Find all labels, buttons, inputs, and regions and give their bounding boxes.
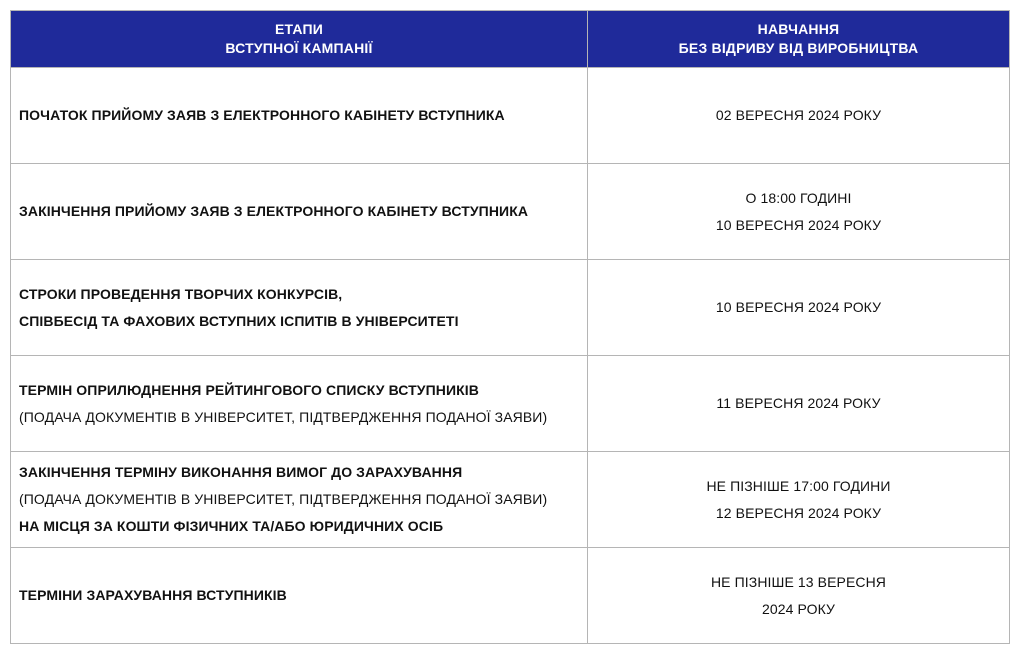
date-line: О 18:00 ГОДИНІ xyxy=(745,189,852,206)
date-line: НЕ ПІЗНІШЕ 13 ВЕРЕСНЯ xyxy=(710,573,887,590)
admission-schedule xyxy=(10,10,1009,644)
table-row xyxy=(11,260,1010,356)
stage-title: ТЕРМІН ОПРИЛЮДНЕННЯ РЕЙТИНГОВОГО СПИСКУ ВСТУПНИКІВ xyxy=(19,381,479,398)
header-stages-line-2: ВСТУПНОЇ КАМПАНІЇ xyxy=(225,40,373,56)
date-cell xyxy=(588,356,1010,452)
stage-title: СПІВБЕСІД ТА ФАХОВИХ ВСТУПНИХ ІСПИТІВ В УНІВЕРСИТЕТІ xyxy=(19,312,459,329)
date-cell xyxy=(588,548,1010,644)
date-line: 10 ВЕРЕСНЯ 2024 РОКУ xyxy=(715,299,882,315)
table-row xyxy=(11,356,1010,452)
header-stages-line-1: ЕТАПИ xyxy=(274,21,324,37)
stage-cell xyxy=(11,548,588,644)
stage-title: ПОЧАТОК ПРИЙОМУ ЗАЯВ З ЕЛЕКТРОННОГО КАБІНЕТУ ВСТУПНИКА xyxy=(19,107,505,123)
stage-note: (ПОДАЧА ДОКУМЕНТІВ В УНІВЕРСИТЕТ, ПІДТВЕРДЖЕННЯ ПОДАНОЇ ЗАЯВИ) xyxy=(19,491,548,507)
table-header-row xyxy=(11,11,1010,68)
stage-cell xyxy=(11,68,588,164)
header-stages xyxy=(11,11,588,68)
date-line: НЕ ПІЗНІШЕ 17:00 ГОДИНИ xyxy=(706,477,891,494)
stage-note: (ПОДАЧА ДОКУМЕНТІВ В УНІВЕРСИТЕТ, ПІДТВЕРДЖЕННЯ ПОДАНОЇ ЗАЯВИ) xyxy=(19,408,548,425)
date-line: 02 ВЕРЕСНЯ 2024 РОКУ xyxy=(715,107,882,123)
date-cell xyxy=(588,164,1010,260)
table-row xyxy=(11,68,1010,164)
date-line: 12 ВЕРЕСНЯ 2024 РОКУ xyxy=(715,504,882,521)
header-study-form xyxy=(588,11,1010,68)
stage-title: НА МІСЦЯ ЗА КОШТИ ФІЗИЧНИХ ТА/АБО ЮРИДИЧНИХ ОСІБ xyxy=(19,518,444,534)
table-row xyxy=(11,452,1010,548)
schedule-table xyxy=(10,10,1010,644)
stage-cell xyxy=(11,164,588,260)
table-row xyxy=(11,164,1010,260)
stage-cell xyxy=(11,260,588,356)
table-row xyxy=(11,548,1010,644)
stage-title: ЗАКІНЧЕННЯ ТЕРМІНУ ВИКОНАННЯ ВИМОГ ДО ЗАРАХУВАННЯ xyxy=(19,464,463,480)
stage-title: ТЕРМІНИ ЗАРАХУВАННЯ ВСТУПНИКІВ xyxy=(19,587,287,603)
stage-title: ЗАКІНЧЕННЯ ПРИЙОМУ ЗАЯВ З ЕЛЕКТРОННОГО КАБІНЕТУ ВСТУПНИКА xyxy=(19,203,529,219)
header-study-form-line-2: БЕЗ ВІДРИВУ ВІД ВИРОБНИЦТВА xyxy=(678,40,919,56)
stage-title: СТРОКИ ПРОВЕДЕННЯ ТВОРЧИХ КОНКУРСІВ, xyxy=(19,285,343,302)
header-study-form-line-1: НАВЧАННЯ xyxy=(757,21,840,37)
stage-cell xyxy=(11,356,588,452)
date-line: 11 ВЕРЕСНЯ 2024 РОКУ xyxy=(716,395,881,411)
date-cell xyxy=(588,260,1010,356)
date-cell xyxy=(588,68,1010,164)
date-cell xyxy=(588,452,1010,548)
date-line: 10 ВЕРЕСНЯ 2024 РОКУ xyxy=(715,216,882,233)
date-line: 2024 РОКУ xyxy=(761,600,836,617)
stage-cell xyxy=(11,452,588,548)
